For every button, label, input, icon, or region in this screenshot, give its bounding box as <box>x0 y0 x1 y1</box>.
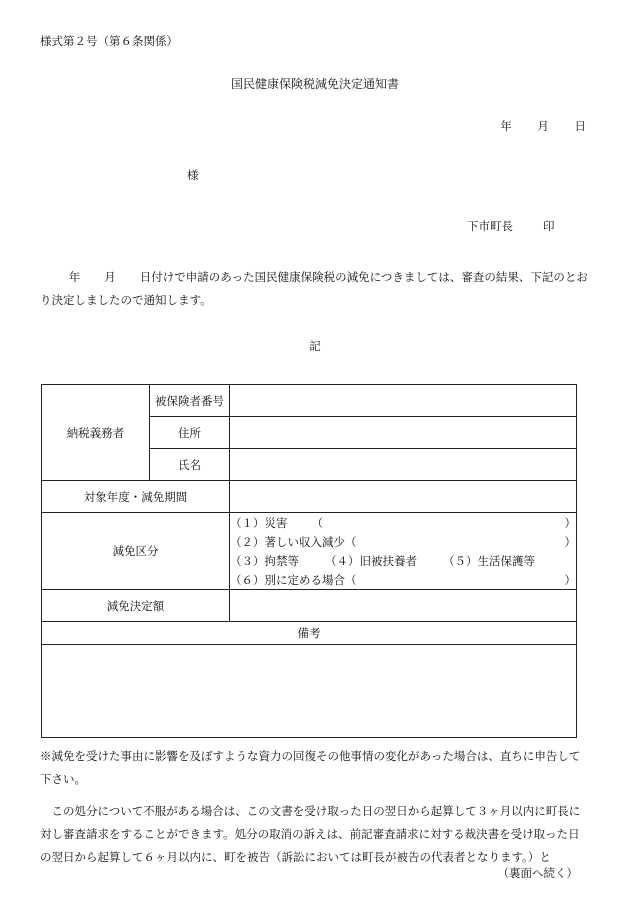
remarks-label: 備考 <box>42 622 577 645</box>
amount-field[interactable] <box>230 590 577 622</box>
option-other[interactable] <box>230 570 576 589</box>
addressee-suffix: 様 <box>187 168 199 182</box>
insured-number-field[interactable] <box>230 385 577 417</box>
body-month: 月 <box>104 270 116 284</box>
date-line <box>484 121 586 133</box>
body-year: 年 <box>68 270 81 284</box>
option-2-label: （２）著しい収入減少（ <box>230 534 357 549</box>
note-text: ※減免を受けた事由に影響を及ぼすような資力の回復その他事情の変化があった場合は、直ちに申告して下さい。 <box>40 749 581 786</box>
option-5-label[interactable]: （５）生活保護等 <box>443 553 535 568</box>
date-month: 月 <box>537 119 549 133</box>
form-number: 様式第２号（第６条関係） <box>40 34 178 48</box>
option-income-decrease[interactable] <box>230 532 576 551</box>
seal-mark: 印 <box>543 219 555 233</box>
address-field[interactable] <box>230 417 577 449</box>
amount-label: 減免決定額 <box>42 590 230 622</box>
reduction-table <box>41 384 577 738</box>
issuer <box>467 221 555 233</box>
option-6-label: （６）別に定める場合（ <box>230 572 357 587</box>
document-title: 国民健康保険税減免決定通知書 <box>230 77 399 91</box>
body-text: 日付けで申請のあった国民健康保険税の減免につきましては、審査の結果、下記のとおり決定しましたので通知します。 <box>40 270 588 307</box>
name-label: 氏名 <box>150 449 230 481</box>
period-field[interactable] <box>230 481 577 513</box>
ki-heading: 記 <box>309 339 321 353</box>
address-label: 住所 <box>150 417 230 449</box>
option-2-paren-close: ） <box>564 534 576 549</box>
option-4-label[interactable]: （４）旧被扶養者 <box>325 553 417 568</box>
option-row-3 <box>230 551 576 570</box>
option-disaster[interactable] <box>230 513 576 532</box>
option-3-label[interactable]: （３）拘禁等 <box>230 553 299 568</box>
option-1-label: （１）災害 <box>230 515 288 530</box>
option-1-paren-open: （ <box>311 515 323 530</box>
continued-overleaf: （裏面へ続く） <box>497 866 578 880</box>
date-year: 年 <box>500 119 512 133</box>
remarks-field[interactable] <box>42 645 577 738</box>
period-label: 対象年度・減免期間 <box>42 481 230 513</box>
category-label: 減免区分 <box>42 513 230 590</box>
date-day: 日 <box>574 119 586 133</box>
option-6-paren-close: ） <box>564 572 576 587</box>
name-field[interactable] <box>230 449 577 481</box>
body-paragraph <box>40 266 588 312</box>
option-1-paren-close: ） <box>564 515 576 530</box>
issuer-name: 下市町長 <box>467 219 513 233</box>
taxpayer-label: 納税義務者 <box>42 385 150 481</box>
appeal-paragraph: この処分について不服がある場合は、この文書を受け取った日の翌日から起算して３ヶ月以内に町長に対し審査請求をすることができます。処分の取消の訴えは、前記審査請求に対する裁決書を受け取った日の翌日から起算して６ヶ月以内に、町を被告（訴訟においては町長が被告の代表者となります。）と <box>40 804 581 864</box>
insured-number-label: 被保険者番号 <box>150 385 230 417</box>
category-options <box>230 513 577 590</box>
